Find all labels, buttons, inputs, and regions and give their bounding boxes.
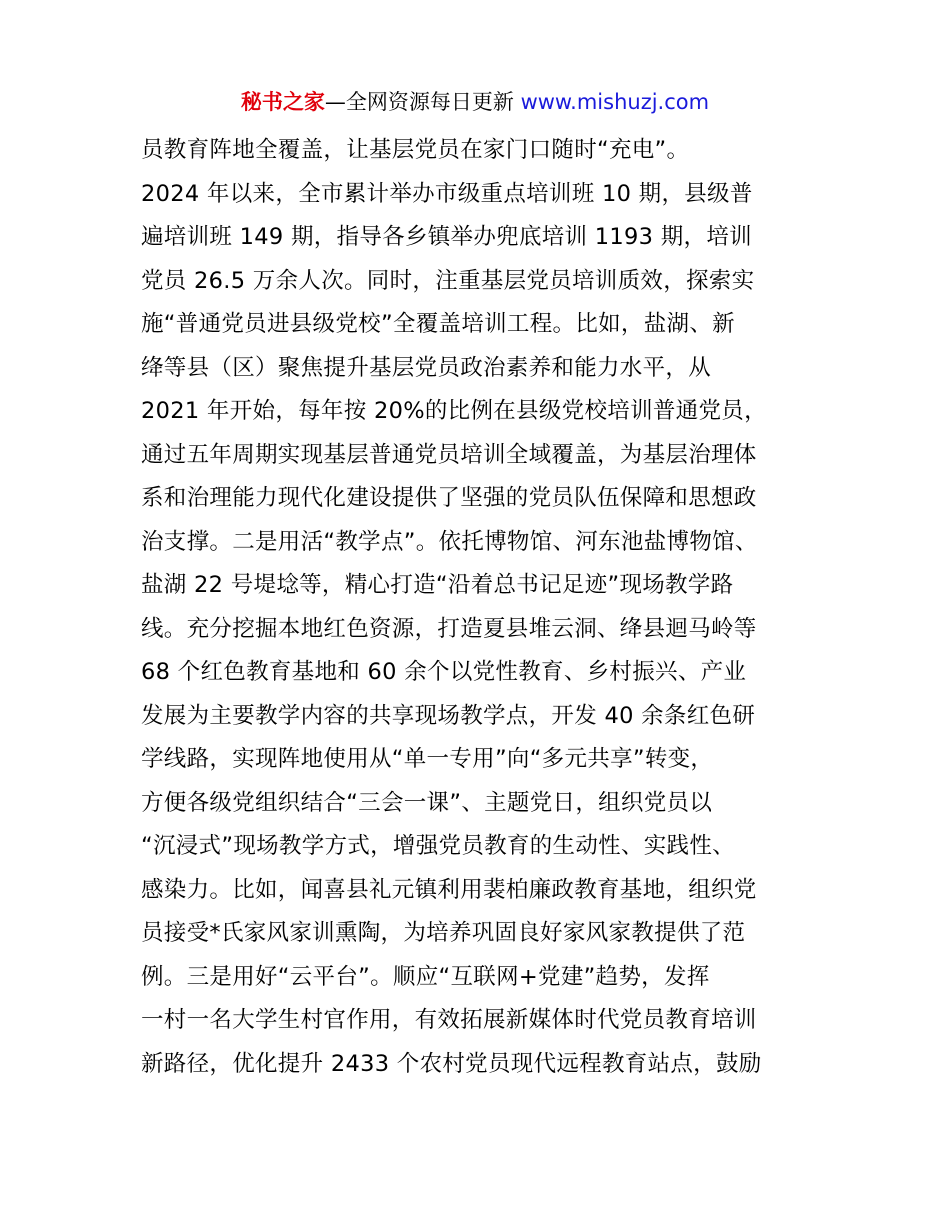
text-line: 员接受*氏家风家训熏陶，为培养巩固良好家风家教提供了范 bbox=[141, 920, 746, 946]
body-paragraph bbox=[141, 129, 841, 1086]
site-header bbox=[0, 86, 950, 118]
site-brand: 秘书之家 bbox=[240, 90, 325, 114]
text-line: 新路径，优化提升 2433 个农村党员现代远程教育站点，鼓励 bbox=[141, 1050, 762, 1077]
text-line: 方便各级党组织结合“三会一课”、主题党日，组织党员以 bbox=[141, 789, 713, 816]
text-line: 绛等县（区）聚焦提升基层党员政治素养和能力水平，从 bbox=[141, 354, 712, 381]
text-line: 68 个红色教育基地和 60 余个以党性教育、乡村振兴、产业 bbox=[141, 659, 747, 685]
text-line: 一村一名大学生村官作用，有效拓展新媒体时代党员教育培训 bbox=[141, 1007, 757, 1033]
site-tagline: —全网资源每日更新 bbox=[324, 90, 521, 114]
text-line: 例。三是用好“云平台”。顺应“互联网+党建”趋势，发挥 bbox=[141, 963, 710, 990]
text-line: 线。充分挖掘本地红色资源，打造夏县堆云洞、绛县迴马岭等 bbox=[141, 615, 757, 642]
text-line: 2021 年开始，每年按 20%的比例在县级党校培训普通党员， bbox=[141, 398, 767, 424]
text-line: 施“普通党员进县级党校”全覆盖培训工程。比如，盐湖、新 bbox=[141, 311, 735, 337]
text-line: 治支撑。二是用活“教学点”。依托博物馆、河东池盐博物馆、 bbox=[141, 528, 758, 555]
site-url-link[interactable]: www.mishuzj.com bbox=[520, 90, 710, 114]
text-line: 员教育阵地全覆盖，让基层党员在家门口随时“充电”。 bbox=[141, 137, 690, 163]
text-line: 遍培训班 149 期，指导各乡镇举办兜底培训 1193 期，培训 bbox=[141, 224, 752, 250]
text-line: “沉浸式”现场教学方式，增强党员教育的生动性、实践性、 bbox=[141, 833, 735, 859]
text-line: 通过五年周期实现基层普通党员培训全域覆盖，为基层治理体 bbox=[141, 441, 757, 468]
text-line: 感染力。比如，闻喜县礼元镇利用裴柏廉政教育基地，组织党 bbox=[141, 876, 757, 903]
text-line: 盐湖 22 号堤埝等，精心打造“沿着总书记足迹”现场教学路 bbox=[141, 572, 734, 598]
text-line: 2024 年以来，全市累计举办市级重点培训班 10 期，县级普 bbox=[141, 180, 753, 207]
text-line: 发展为主要教学内容的共享现场教学点，开发 40 余条红色研 bbox=[141, 702, 756, 729]
text-line: 党员 26.5 万余人次。同时，注重基层党员培训质效，探索实 bbox=[141, 267, 755, 294]
text-line: 学线路，实现阵地使用从“单一专用”向“多元共享”转变， bbox=[141, 746, 714, 772]
text-line: 系和治理能力现代化建设提供了坚强的党员队伍保障和思想政 bbox=[141, 485, 757, 511]
